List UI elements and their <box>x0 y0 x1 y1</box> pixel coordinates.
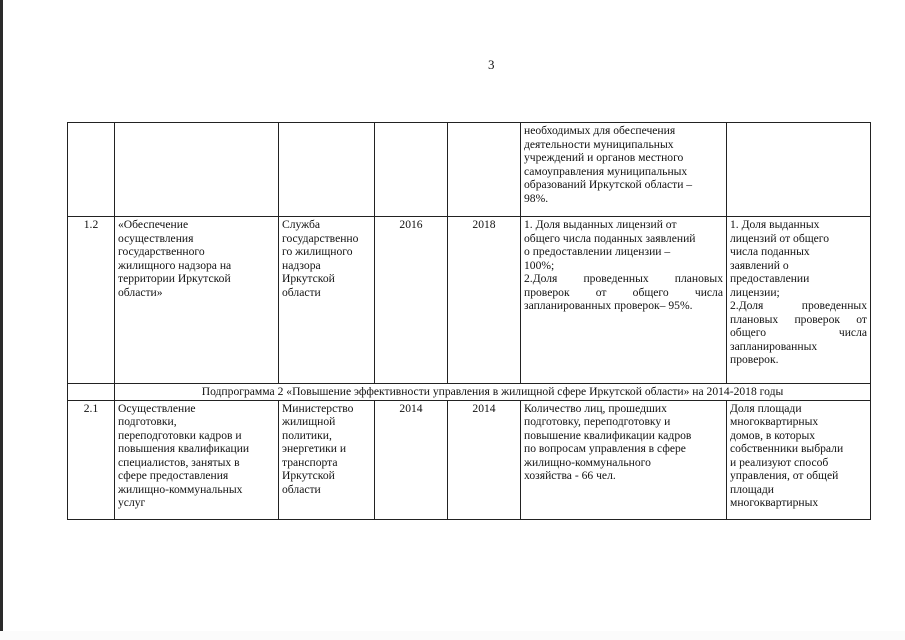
page-number: 3 <box>488 57 495 72</box>
cell-number: 2.1 <box>68 400 115 519</box>
cell-executor <box>279 123 375 217</box>
cell-end-year: 2014 <box>448 400 521 519</box>
cell-number <box>68 123 115 217</box>
page-bottom-edge <box>0 631 905 640</box>
cell-target <box>727 123 871 217</box>
cell-start-year: 2014 <box>375 400 448 519</box>
cell-start-year <box>375 123 448 217</box>
cell-target: Доля площади многоквартирных домов, в которых собственники выбрали и реализуют способ управления, от общей площади многоквартирных <box>727 400 871 519</box>
cell-executor: Министерство жилищной политики, энергетики и транспорта Иркутской области <box>279 400 375 519</box>
cell-indicator: Количество лиц, прошедших подготовку, переподготовку и повышение квалификации кадров по вопросам управления в сфере жилищно-коммунального хозяйства - 66 чел. <box>521 400 727 519</box>
subprogram-title: Подпрограмма 2 «Повышение эффективности управления в жилищной сфере Иркутской области» на 2014-2018 годы <box>115 384 871 401</box>
cell-target: 1. Доля выданных лицензий от общего числа поданных заявлений о предоставлении лицензии; 2.Доля проведенных плановых проверок от общего числа запланированных проверок. <box>727 217 871 384</box>
cell-end-year: 2018 <box>448 217 521 384</box>
cell-name: «Обеспечение осуществления государственного жилищного надзора на территории Иркутской области» <box>115 217 279 384</box>
cell-end-year <box>448 123 521 217</box>
cell-indicator: необходимых для обеспечения деятельности муниципальных учреждений и органов местного самоуправления муниципальных образований Иркутской области – 98%. <box>521 123 727 217</box>
cell-indicator: 1. Доля выданных лицензий от общего числа поданных заявлений о предоставлении лицензии – 100%; 2.Доля проведенных плановых проверок от общего числа запланированных проверок– 95%. <box>521 217 727 384</box>
table-row-1-2 <box>68 217 871 384</box>
table-row-2-1 <box>68 400 871 519</box>
cell-executor: Служба государственно го жилищного надзора Иркутской области <box>279 217 375 384</box>
cell-name: Осуществление подготовки, переподготовки кадров и повышения квалификации специалистов, занятых в сфере предоставления жилищно-коммунальных услуг <box>115 400 279 519</box>
subprogram-row <box>68 384 871 401</box>
cell-number: 1.2 <box>68 217 115 384</box>
cell-empty <box>68 384 115 401</box>
scan-edge <box>0 0 3 640</box>
cell-name <box>115 123 279 217</box>
cell-start-year: 2016 <box>375 217 448 384</box>
table-row-continued <box>68 123 871 217</box>
program-table <box>67 122 871 520</box>
